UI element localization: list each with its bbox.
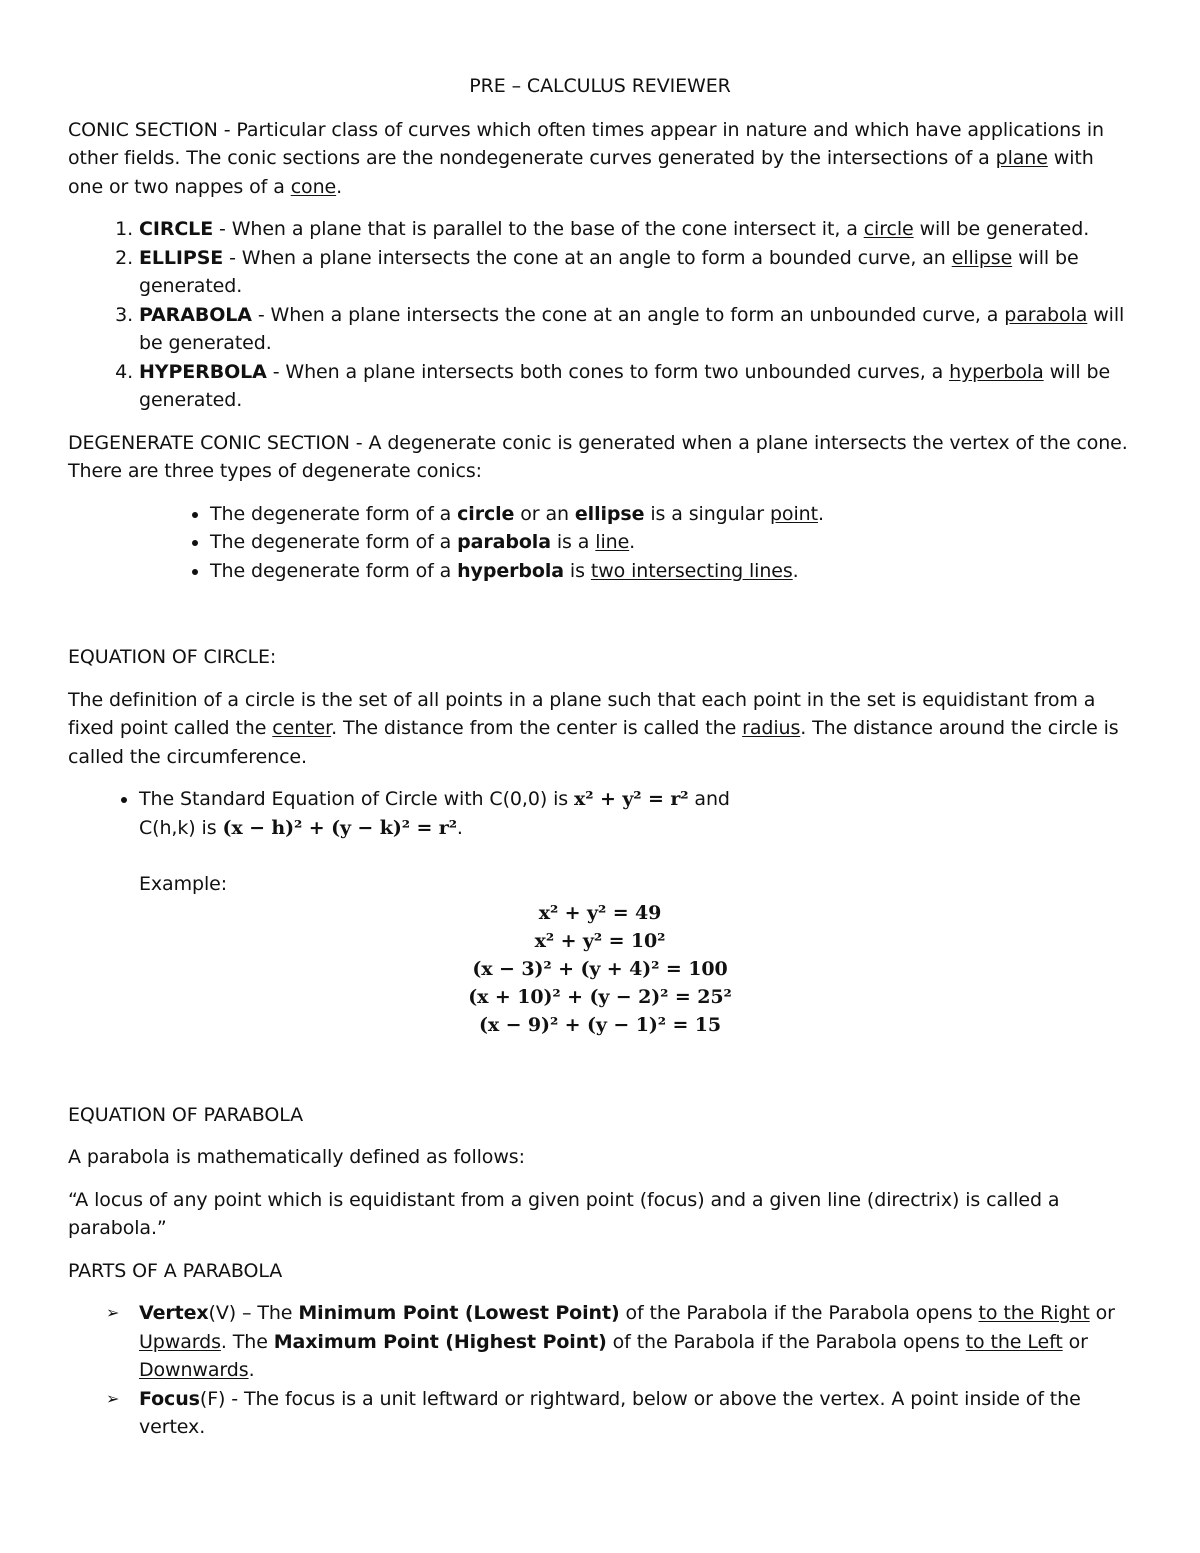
to-the-left-link[interactable]: to the Left — [965, 1330, 1063, 1353]
parabola-link[interactable]: parabola — [1004, 303, 1088, 326]
line-link[interactable]: line — [595, 531, 630, 553]
cone-link[interactable]: cone — [290, 175, 337, 198]
center-link[interactable]: center — [272, 717, 332, 739]
list-item-parabola: 3. PARABOLA - When a plane intersects the cone at an angle to form an unbounded curve, a parabola will be generated. — [139, 301, 1132, 358]
list-item-hyperbola: 4. HYPERBOLA - When a plane intersects both cones to form two unbounded curves, a hyperbola will be generated. — [139, 358, 1132, 415]
example-equation: x² + y² = 10² — [534, 929, 666, 952]
point-link[interactable]: point — [769, 502, 818, 525]
degenerate-forms-list — [68, 500, 1132, 586]
example-equation: (x − 9)² + (y − 1)² = 15 — [478, 1013, 722, 1036]
downwards-link[interactable]: Downwards — [139, 1359, 249, 1381]
list-item-vertex: ➢ Vertex(V) – The Minimum Point (Lowest Point) of the Parabola if the Parabola opens to the Right or Upwards. The Maximum Point (Highest Point) of the Parabola if the Parabola opens to the Left or Downwards. — [139, 1299, 1132, 1385]
conic-section-definition: CONIC SECTION - Particular class of curves which often times appear in nature and which have applications in other fields. The conic sections are the nondegenerate curves generated by the intersections of a plane with one or two nappes of a cone. — [68, 118, 1104, 198]
example-equation: (x + 10)² + (y − 2)² = 25² — [468, 985, 732, 1008]
list-item: • The degenerate form of a parabola is a line. — [210, 528, 1132, 557]
degenerate-definition: DEGENERATE CONIC SECTION - A degenerate conic is generated when a plane intersects the vertex of the cone. There are three types of degenerate conics: — [68, 431, 1128, 482]
parts-heading: PARTS OF A PARABOLA — [68, 1259, 283, 1282]
list-item-focus: ➢ Focus(F) - The focus is a unit leftward or rightward, below or above the vertex. A point inside of the vertex. — [139, 1385, 1132, 1442]
list-item: • The degenerate form of a hyperbola is two intersecting lines. — [210, 557, 1132, 586]
example-equation: x² + y² = 49 — [538, 901, 662, 924]
example-equations — [68, 899, 1132, 1039]
list-item: • The Standard Equation of Circle with C(0,0) is x² + y² = r² and C(h,k) is (x − h)² + (y − k)² = r². Example: — [139, 785, 1132, 899]
circle-link[interactable]: circle — [863, 218, 914, 240]
radius-link[interactable]: radius — [742, 717, 801, 739]
parabola-quote: “A locus of any point which is equidistant from a given point (focus) and a given line (directrix) is called a parabola.” — [68, 1188, 1060, 1239]
standard-equation-origin: x² + y² = r² — [574, 788, 689, 810]
circle-definition: The definition of a circle is the set of all points in a plane such that each point in the set is equidistant from a fixed point called the center. The distance from the center is called the radius. The distance around the circle is called the circumference. — [68, 688, 1119, 768]
list-item-ellipse: 2. ELLIPSE - When a plane intersects the cone at an angle to form a bounded curve, an ellipse will be generated. — [139, 244, 1132, 301]
ellipse-link[interactable]: ellipse — [951, 246, 1013, 269]
arrow-bullet-icon: ➢ — [106, 1388, 120, 1408]
to-the-right-link[interactable]: to the Right — [978, 1302, 1090, 1324]
example-equation: (x − 3)² + (y + 4)² = 100 — [472, 957, 728, 980]
parabola-equation-heading: EQUATION OF PARABOLA — [68, 1103, 304, 1126]
upwards-link[interactable]: Upwards — [139, 1330, 221, 1353]
circle-equation-heading: EQUATION OF CIRCLE: — [68, 646, 277, 668]
parabola-intro: A parabola is mathematically defined as follows: — [68, 1146, 525, 1168]
conic-types-list — [68, 215, 1132, 415]
plane-link[interactable]: plane — [995, 147, 1048, 169]
list-item: • The degenerate form of a circle or an ellipse is a singular point. — [210, 500, 1132, 529]
hyperbola-link[interactable]: hyperbola — [949, 360, 1044, 383]
two-intersecting-lines-link[interactable]: two intersecting lines — [590, 559, 793, 582]
degenerate-term: DEGENERATE CONIC SECTION — [68, 431, 350, 454]
parabola-parts-list — [68, 1299, 1132, 1442]
arrow-bullet-icon: ➢ — [106, 1303, 120, 1322]
example-label: Example: — [139, 873, 228, 895]
standard-equation-list — [68, 785, 1132, 899]
conic-section-term: CONIC SECTION — [68, 118, 218, 141]
page-title: PRE – CALCULUS REVIEWER — [469, 75, 731, 97]
standard-equation-center-hk: (x − h)² + (y − k)² = r² — [222, 816, 457, 839]
list-item-circle: 1. CIRCLE - When a plane that is parallel to the base of the cone intersect it, a circle will be generated. — [139, 215, 1132, 244]
